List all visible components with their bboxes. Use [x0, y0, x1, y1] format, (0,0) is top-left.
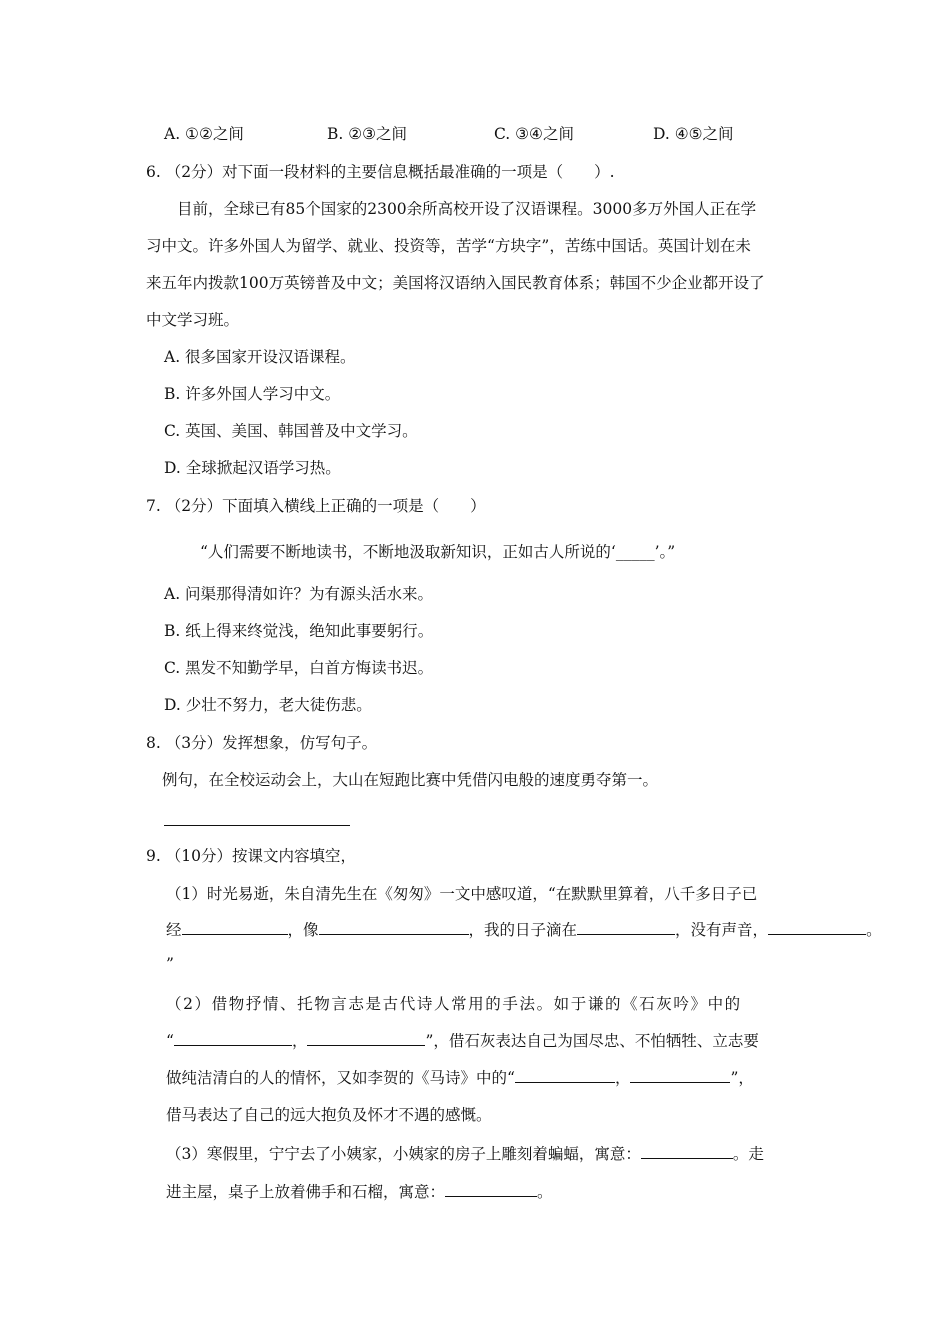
q9-blank[interactable]	[174, 1031, 292, 1046]
q6-passage-line: 目前，全球已有85个国家的2300余所高校开设了汉语课程。3000多万外国人正在学	[177, 200, 757, 218]
q7-option-c: C. 黑发不知勤学早，白首方悔读书迟。	[164, 659, 434, 677]
q7-quote: “人们需要不断地读书，不断地汲取新知识，正如古人所说的‘_____’。”	[200, 543, 676, 561]
q9-blank[interactable]	[319, 920, 469, 935]
q9-part1-close-quote: ”	[166, 955, 174, 973]
q9-part2-blanks-line	[166, 1031, 759, 1051]
q9-blank[interactable]	[445, 1182, 537, 1197]
q9-blank[interactable]	[577, 920, 675, 935]
q6-passage-line: 中文学习班。	[146, 311, 240, 329]
q9-text: ”，	[730, 1069, 754, 1087]
q9-text: 做纯洁清白的人的情怀，又如李贺的《马诗》中的“	[166, 1069, 515, 1087]
q8-example: 例句，在全校运动会上，大山在短跑比赛中凭借闪电般的速度勇夺第一。	[162, 771, 659, 789]
q6-passage-line: 习中文。许多外国人为留学、就业、投资等，苦学“方块字”，苦练中国话。英国计划在未	[146, 237, 751, 255]
q9-text: ，像	[287, 921, 319, 939]
q9-blank[interactable]	[641, 1144, 733, 1159]
q9-text: ，我的日子滴在	[468, 921, 578, 939]
q9-text: ，	[614, 1069, 631, 1087]
q6-passage-line: 来五年内拨款100万英镑普及中文；美国将汉语纳入国民教育体系；韩国不少企业都开设了	[146, 274, 765, 292]
q9-blank[interactable]	[307, 1031, 425, 1046]
q6-stem: 6. （2分）对下面一段材料的主要信息概括最准确的一项是（ ）.	[146, 163, 615, 181]
q9-text: 。走	[732, 1145, 764, 1163]
q9-blank[interactable]	[182, 920, 288, 935]
q9-part1-text: （1）时光易逝，朱自清先生在《匆匆》一文中感叹道，“在默默里算着，八千多日子已	[166, 885, 758, 903]
q9-part3-line	[166, 1144, 764, 1164]
q9-part2-text: 借马表达了自己的远大抱负及怀才不遇的感慨。	[166, 1106, 492, 1124]
q9-blank[interactable]	[630, 1068, 730, 1083]
q9-text: （3）寒假里，宁宁去了小姨家，小姨家的房子上雕刻着蝙蝠，寓意：	[166, 1145, 641, 1163]
q9-text: 。	[537, 1183, 553, 1201]
q9-part1-blanks-line	[166, 920, 882, 940]
q5-option-d: D. ④⑤之间	[653, 125, 734, 143]
q8-stem: 8. （3分）发挥想象，仿写句子。	[146, 734, 378, 752]
q6-option-d: D. 全球掀起汉语学习热。	[164, 459, 341, 477]
q9-blank[interactable]	[515, 1068, 615, 1083]
q8-answer-blank[interactable]	[164, 825, 350, 826]
q9-text: “	[166, 1032, 174, 1050]
q9-text: ，	[291, 1032, 308, 1050]
q9-text: 进主屋，桌子上放着佛手和石榴，寓意：	[166, 1183, 446, 1201]
q5-option-c: C. ③④之间	[494, 125, 574, 143]
q7-option-b: B. 纸上得来终觉浅，绝知此事要躬行。	[164, 622, 434, 640]
q9-part2-blanks-line	[166, 1068, 754, 1088]
q9-text: 经	[166, 921, 182, 939]
q5-option-a: A. ①②之间	[164, 125, 244, 143]
q9-text: 。	[866, 921, 882, 939]
q5-option-b: B. ②③之间	[327, 125, 408, 143]
q9-text: ”，借石灰表达自己为国尽忠、不怕牺牲、立志要	[425, 1032, 759, 1050]
q6-option-b: B. 许多外国人学习中文。	[164, 385, 341, 403]
q9-blank[interactable]	[768, 920, 866, 935]
q9-part3-line	[166, 1182, 553, 1202]
q6-option-c: C. 英国、美国、韩国普及中文学习。	[164, 422, 418, 440]
q7-stem: 7. （2分）下面填入横线上正确的一项是（ ）	[146, 497, 486, 515]
q9-text: ，没有声音，	[675, 921, 769, 939]
q7-option-a: A. 问渠那得清如许？为有源头活水来。	[164, 585, 434, 603]
q9-stem: 9. （10分）按课文内容填空，	[146, 847, 356, 865]
q7-option-d: D. 少壮不努力，老大徒伤悲。	[164, 696, 372, 714]
q9-part2-text: （2）借物抒情、托物言志是古代诗人常用的手法。如于谦的《石灰吟》中的	[166, 995, 742, 1013]
q6-option-a: A. 很多国家开设汉语课程。	[164, 348, 356, 366]
